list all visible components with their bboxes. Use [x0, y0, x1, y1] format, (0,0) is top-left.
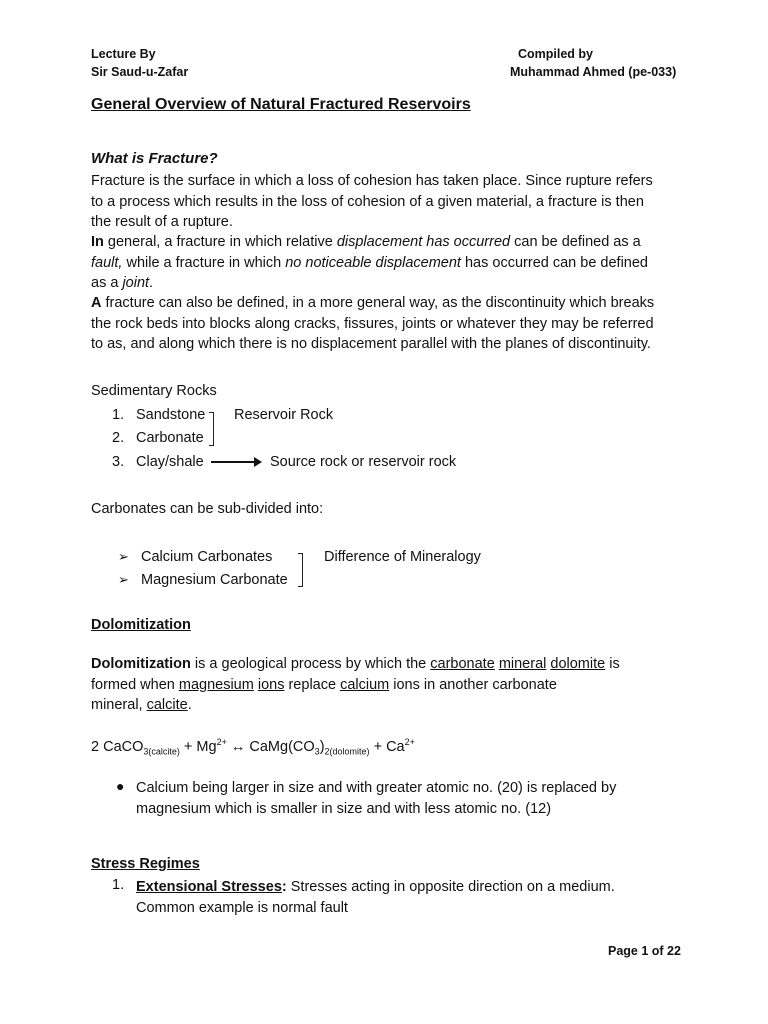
- arrowhead-bullet-icon: ➢: [118, 572, 129, 587]
- emphasis: In: [91, 234, 104, 250]
- equation-term: + Ca: [369, 738, 405, 755]
- text: Stresses acting in opposite direction on a medium.: [286, 879, 615, 895]
- text: general, a fracture in which relative: [103, 234, 337, 250]
- source-rock-label: Source rock or reservoir rock: [270, 454, 457, 470]
- fracture-paragraph-2: [91, 232, 691, 294]
- brace-icon: [209, 412, 214, 446]
- compiled-by-label: Compiled by: [518, 47, 594, 61]
- text-line: [91, 253, 691, 274]
- reservoir-rock-label: Reservoir Rock: [234, 407, 334, 423]
- subscript: 3(calcite): [143, 746, 180, 757]
- text: replace: [284, 676, 341, 693]
- text: while a fracture in which: [122, 254, 286, 271]
- text-line: [136, 877, 696, 898]
- text: has occurred can be defined: [460, 254, 648, 271]
- list-item-clay-shale: Clay/shale: [136, 454, 204, 470]
- stress-regimes-heading: Stress Regimes: [91, 856, 200, 872]
- text-line: [91, 654, 691, 675]
- dolomitization-heading: Dolomitization: [91, 617, 191, 633]
- text-line: to as, and along which there is no displacement parallel with the planes of discontinuity.: [91, 336, 651, 352]
- mineralogy-label: Difference of Mineralogy: [324, 549, 481, 565]
- text: .: [187, 697, 192, 713]
- list-item-carbonate: Carbonate: [136, 430, 204, 446]
- dolomitization-paragraph: [91, 654, 691, 716]
- text-line: Common example is normal fault: [136, 899, 348, 916]
- compiler-name: Muhammad Ahmed (pe-033): [510, 65, 677, 79]
- subscript: 2(dolomite): [324, 746, 370, 757]
- calcium-carbonates-item: Calcium Carbonates: [141, 549, 273, 565]
- text: formed when: [91, 676, 179, 693]
- page-number: Page 1 of 22: [608, 944, 681, 958]
- list-item-number: 2.: [112, 430, 125, 446]
- text-line: [91, 675, 691, 696]
- text-line: to a process which results in the loss of cohesion of a given material, a fracture is then: [91, 193, 644, 210]
- fracture-heading: What is Fracture?: [91, 150, 218, 167]
- fracture-paragraph-1: [91, 171, 691, 233]
- text-line: the rock beds into blocks along cracks, fissures, joints or whatever they may be referred: [91, 315, 654, 332]
- text: .: [149, 275, 154, 291]
- link-calcite[interactable]: calcite: [146, 697, 188, 713]
- text: ions in another carbonate: [389, 676, 557, 693]
- text-line: magnesium which is smaller in size and with less atomic no. (12): [136, 800, 552, 817]
- list-item-number: 1.: [112, 407, 125, 423]
- text-line: Fracture is the surface in which a loss of cohesion has taken place. Since rupture refers: [91, 173, 653, 189]
- text-line: [91, 293, 691, 314]
- arrow-right-icon: [211, 461, 256, 463]
- link-calcium[interactable]: calcium: [340, 676, 390, 693]
- list-item-number: 3.: [112, 454, 125, 470]
- link-magnesium[interactable]: magnesium: [178, 676, 254, 693]
- extensional-stresses-term: Extensional Stresses: [136, 879, 282, 895]
- colon: :: [281, 879, 287, 895]
- equation-term: ): [319, 738, 325, 755]
- text-line: [91, 695, 691, 716]
- equation-term: 2 CaCO: [91, 738, 144, 755]
- lecturer-name: Sir Saud-u-Zafar: [91, 65, 189, 79]
- text-line: [91, 273, 691, 294]
- subscript: 3: [314, 746, 320, 757]
- emphasis: displacement has occurred: [336, 234, 511, 250]
- magnesium-carbonate-item: Magnesium Carbonate: [141, 572, 288, 588]
- list-item-sandstone: Sandstone: [136, 407, 206, 423]
- bullet-dot-icon: ●: [116, 778, 125, 794]
- emphasis: A: [91, 295, 102, 311]
- text: can be defined as a: [510, 234, 641, 250]
- arrowhead-bullet-icon: ➢: [118, 549, 129, 564]
- fracture-paragraph-3: [91, 293, 691, 355]
- lecture-by-label: Lecture By: [91, 47, 156, 61]
- text-line: Calcium being larger in size and with greater atomic no. (20) is replaced by: [136, 780, 617, 796]
- text: is: [605, 656, 620, 672]
- extensional-stress-item: [136, 877, 696, 918]
- text-line: the result of a rupture.: [91, 214, 233, 230]
- sedimentary-heading: Sedimentary Rocks: [91, 383, 217, 399]
- emphasis: joint: [122, 275, 150, 291]
- emphasis: Dolomitization: [91, 656, 191, 672]
- emphasis: no noticeable displacement: [285, 254, 461, 271]
- superscript: 2+: [404, 737, 415, 747]
- carbonates-intro: Carbonates can be sub-divided into:: [91, 501, 324, 517]
- text: as a: [91, 275, 123, 291]
- emphasis: fault,: [91, 254, 123, 271]
- text: mineral,: [91, 697, 147, 713]
- list-item-number: 1.: [112, 877, 125, 893]
- text: fracture can also be defined, in a more general way, as the discontinuity which breaks: [101, 295, 655, 311]
- brace-icon: [298, 553, 303, 587]
- calcium-bullet-text: [136, 778, 696, 819]
- superscript: 2+: [216, 737, 227, 747]
- equation-term: + Mg: [179, 738, 217, 755]
- document-title: General Overview of Natural Fractured Reservoirs: [91, 96, 471, 113]
- dolomitization-equation: [91, 737, 415, 757]
- link-carbonate[interactable]: carbonate: [430, 656, 495, 672]
- text: is a geological process by which the: [190, 656, 431, 672]
- link-dolomite[interactable]: dolomite: [550, 656, 606, 672]
- equation-term: ↔ CaMg(CO: [226, 738, 315, 755]
- link-mineral[interactable]: mineral: [498, 656, 547, 672]
- link-ions[interactable]: ions: [257, 676, 285, 693]
- text-line: [91, 232, 691, 253]
